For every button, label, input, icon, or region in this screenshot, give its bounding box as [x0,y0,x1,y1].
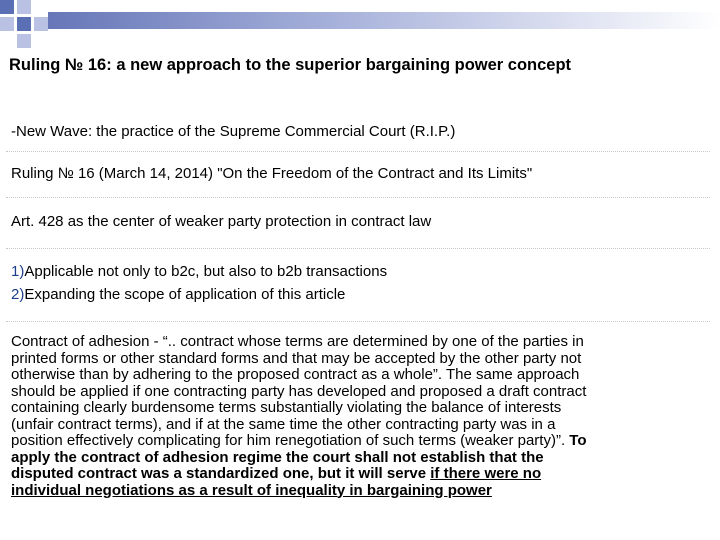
adhesion-bold-line: apply the contract of adhesion regime the court shall not establish that the [11,448,544,466]
adhesion-line: should be applied if one contracting party has developed and proposed a draft contract [11,382,587,400]
adhesion-line: printed forms or other standard forms and that may be accepted by the other party not [11,349,582,367]
adhesion-bold-text: To [569,432,587,449]
list-item-2 [11,285,345,305]
list-item-text: Applicable not only to b2c, but also to b2b transactions [24,263,388,280]
ruling-point: Ruling № 16 (March 14, 2014) "On the Freedom of the Contract and Its Limits" [11,165,533,182]
list-item-1 [11,262,387,282]
list-number: 2) [11,286,25,303]
list-number: 1) [11,263,25,280]
adhesion-text: position effectively complicating for him renegotiation of such terms (weaker party)”. [11,432,570,449]
adhesion-line: containing clearly burdensome terms substantially violating the balance of interests [11,399,562,416]
adhesion-line: (unfair contract terms), and if at the same time the other contracting party was in a [11,415,556,433]
divider [6,197,710,198]
adhesion-bold-text: disputed contract was a standardized one, but it will serve [11,465,431,482]
new-wave-point: -New Wave: the practice of the Supreme Commercial Court (R.I.P.) [11,123,456,140]
adhesion-bold-line [11,466,711,483]
adhesion-line: otherwise than by adhering to the proposed contract as a whole”. The same approach [11,366,580,383]
adhesion-line [11,433,711,450]
divider [6,248,710,249]
adhesion-underlined-text: if there were no [430,465,542,482]
divider [6,151,710,152]
divider [6,321,710,322]
adhesion-underlined-line: individual negotiations as a result of inequality in bargaining power [11,481,492,499]
header-decoration [0,0,720,50]
adhesion-line: Contract of adhesion - “.. contract whose terms are determined by one of the parties in [11,333,584,350]
list-item-text: Expanding the scope of application of this article [24,286,346,303]
art428-point: Art. 428 as the center of weaker party protection in contract law [11,213,432,230]
adhesion-paragraph [11,334,711,499]
slide-title: Ruling № 16: a new approach to the superior bargaining power concept [9,56,572,74]
